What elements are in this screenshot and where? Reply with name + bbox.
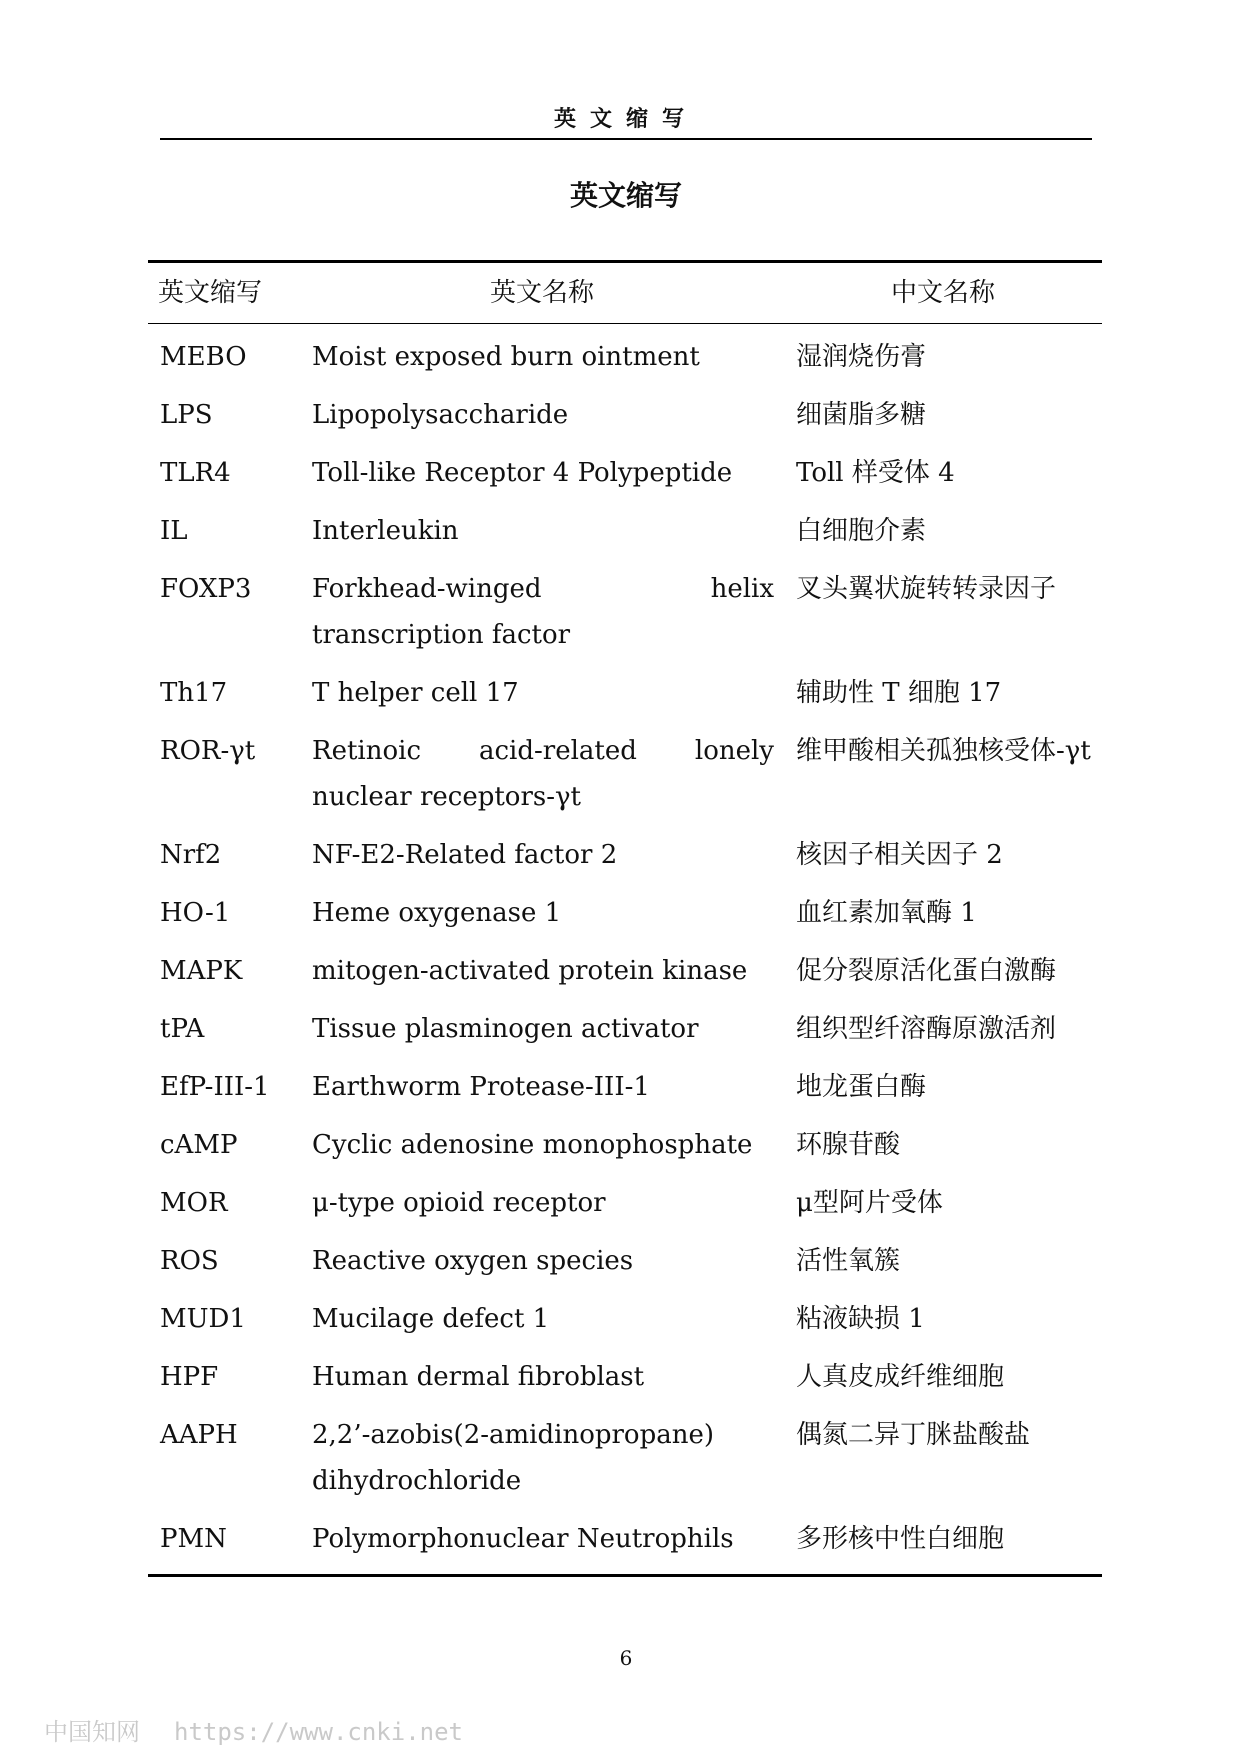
abbreviation-cell: ROS [160, 1246, 219, 1276]
chinese-name-cell: 人真皮成纤维细胞 [796, 1362, 1005, 1392]
english-name-cell: 2,2’-azobis(2-amidinopropane) dihydrochloride [312, 1420, 714, 1496]
english-name-cell: Lipopolysaccharide [312, 400, 569, 430]
english-name-cell: μ-type opioid receptor [312, 1188, 606, 1218]
table-row [148, 1290, 1102, 1348]
english-name-cell: Human dermal fibroblast [312, 1362, 645, 1392]
english-name-cell: Interleukin [312, 516, 459, 546]
chinese-name-cell: Toll 样受体 4 [796, 458, 955, 488]
table-row [148, 324, 1102, 387]
table-row [148, 884, 1102, 942]
table-row [148, 444, 1102, 502]
chinese-name-cell: 核因子相关因子 2 [796, 840, 1003, 870]
chinese-name-cell: 多形核中性白细胞 [796, 1524, 1005, 1554]
english-name-cell: mitogen-activated protein kinase [312, 956, 748, 986]
table-row [148, 664, 1102, 722]
abbreviation-cell: MEBO [160, 342, 247, 372]
chinese-name-cell: 组织型纤溶酶原激活剂 [796, 1014, 1057, 1044]
abbreviation-cell: tPA [160, 1014, 205, 1044]
table-row [148, 1174, 1102, 1232]
chinese-name-cell: 促分裂原活化蛋白激酶 [796, 956, 1057, 986]
abbreviation-table [148, 260, 1102, 1577]
chinese-name-cell: 偶氮二异丁脒盐酸盐 [796, 1420, 1031, 1450]
abbreviation-cell: PMN [160, 1524, 227, 1554]
abbreviation-cell: HPF [160, 1362, 219, 1392]
english-name-cell: Retinoic acid-related lonely nuclear receptors-γt [312, 736, 774, 812]
table-row [148, 722, 1102, 826]
abbreviation-cell: MUD1 [160, 1304, 246, 1334]
english-name-cell: Earthworm Protease-III-1 [312, 1072, 650, 1102]
english-name-cell: T helper cell 17 [312, 678, 519, 708]
english-name-cell: Cyclic adenosine monophosphate [312, 1130, 753, 1160]
chinese-name-cell: 湿润烧伤膏 [796, 342, 927, 372]
chinese-name-cell: 维甲酸相关孤独核受体-γt [796, 736, 1091, 766]
watermark-url: https://www.cnki.net [174, 1718, 463, 1746]
table-row [148, 942, 1102, 1000]
chinese-name-cell: 细菌脂多糖 [796, 400, 927, 430]
english-name-cell: Forkhead-winged helix transcription factor [312, 574, 774, 650]
table-row [148, 386, 1102, 444]
abbreviation-cell: MOR [160, 1188, 228, 1218]
english-name-cell: Polymorphonuclear Neutrophils [312, 1524, 734, 1554]
chinese-name-cell: 辅助性 T 细胞 17 [796, 678, 1002, 708]
table-row [148, 1348, 1102, 1406]
table-row [148, 1406, 1102, 1510]
table-row [148, 502, 1102, 560]
chinese-name-cell: 地龙蛋白酶 [796, 1072, 927, 1102]
chinese-name-cell: 环腺苷酸 [796, 1130, 901, 1160]
abbreviation-cell: ROR-γt [160, 736, 256, 766]
chinese-name-cell: μ型阿片受体 [796, 1188, 943, 1218]
cnki-watermark [44, 1712, 463, 1747]
table-header-row [148, 262, 1102, 324]
watermark-brand: 中国知网 [44, 1718, 140, 1746]
table-row [148, 1510, 1102, 1576]
english-name-cell: Reactive oxygen species [312, 1246, 634, 1276]
abbreviation-cell: LPS [160, 400, 213, 430]
header-rule [160, 138, 1092, 140]
english-name-cell: Mucilage defect 1 [312, 1304, 550, 1334]
english-name-cell: Tissue plasminogen activator [312, 1014, 699, 1044]
table-row [148, 1000, 1102, 1058]
chinese-name-cell: 白细胞介素 [796, 516, 927, 546]
table-row [148, 826, 1102, 884]
table-row [148, 1058, 1102, 1116]
table-row [148, 1232, 1102, 1290]
english-name-cell: Toll-like Receptor 4 Polypeptide [312, 458, 733, 488]
page-title: 英文缩写 [569, 179, 682, 212]
chinese-name-cell: 叉头翼状旋转转录因子 [796, 574, 1057, 604]
abbreviation-cell: MAPK [160, 956, 243, 986]
table-row [148, 560, 1102, 664]
abbreviation-cell: cAMP [160, 1130, 238, 1160]
chinese-name-cell: 粘液缺损 1 [796, 1304, 925, 1334]
chinese-name-cell: 活性氧簇 [796, 1246, 901, 1276]
english-name-cell: NF-E2-Related factor 2 [312, 840, 618, 870]
column-header-abbreviation: 英文缩写 [158, 278, 263, 308]
english-name-cell: Moist exposed burn ointment [312, 342, 700, 372]
abbreviation-cell: IL [160, 516, 188, 546]
column-header-chinese-name: 中文名称 [890, 278, 995, 308]
chinese-name-cell: 血红素加氧酶 1 [796, 898, 977, 928]
page-number: 6 [619, 1646, 633, 1670]
abbreviation-cell: EfP-III-1 [160, 1072, 270, 1102]
abbreviation-cell: Nrf2 [160, 840, 222, 870]
table-row [148, 1116, 1102, 1174]
abbreviation-cell: Th17 [160, 678, 228, 708]
english-name-cell: Heme oxygenase 1 [312, 898, 562, 928]
table-body [148, 324, 1102, 1576]
abbreviation-cell: TLR4 [160, 458, 231, 488]
column-header-english-name: 英文名称 [489, 278, 594, 308]
abbreviation-cell: HO-1 [160, 898, 231, 928]
running-header: 英文缩写 [553, 106, 698, 132]
abbreviation-cell: FOXP3 [160, 574, 252, 604]
abbreviation-cell: AAPH [160, 1420, 238, 1450]
